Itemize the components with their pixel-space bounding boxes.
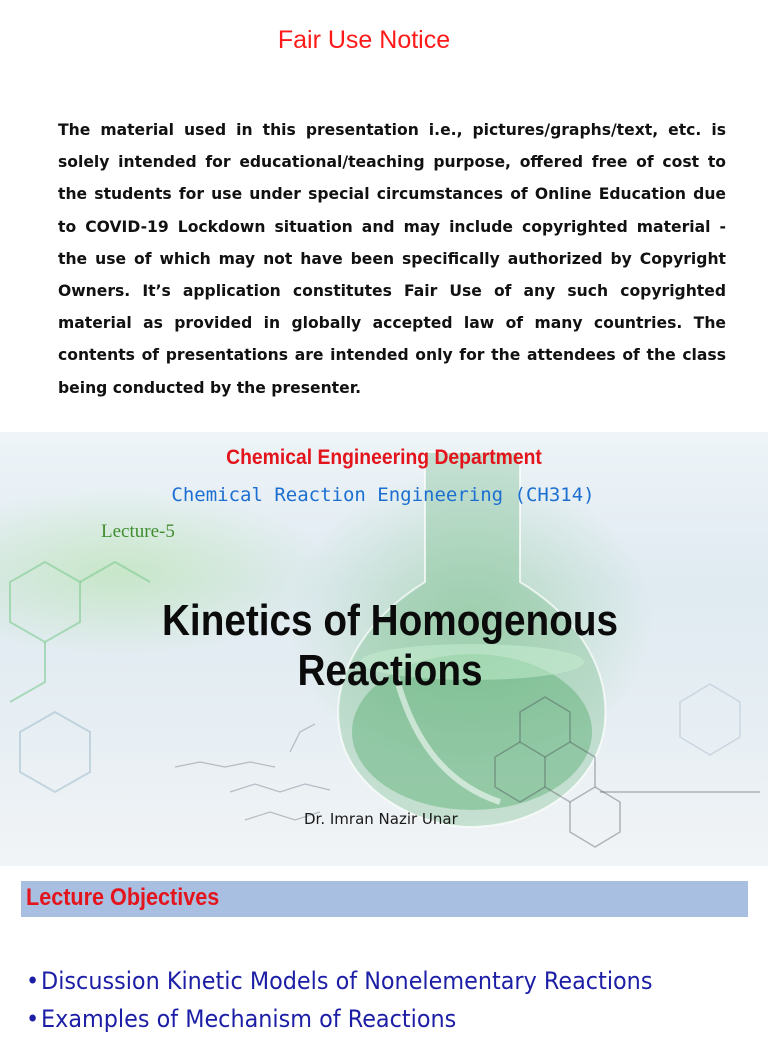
department-name: Chemical Engineering Department: [226, 446, 542, 469]
list-item-text: Discussion Kinetic Models of Nonelementary Reactions: [41, 967, 653, 995]
molecule-structure-left: [10, 562, 150, 792]
title-slide: [0, 432, 768, 866]
lecture-objectives-slide: [0, 866, 768, 1033]
lecture-title-line-1: Kinetics of Homogenous: [161, 596, 619, 645]
course-name: Chemical Reaction Engineering (CH314): [171, 484, 595, 506]
objectives-heading: Lecture Objectives: [26, 884, 220, 911]
bullet-icon: •: [26, 967, 40, 995]
objectives-list: [26, 962, 700, 1038]
list-item: [26, 1000, 652, 1038]
list-item-text: Examples of Mechanism of Reactions: [41, 1005, 457, 1033]
list-item: [26, 962, 652, 1000]
bullet-icon: •: [26, 1005, 40, 1033]
lecture-title: [144, 596, 637, 696]
notice-title: Fair Use Notice: [277, 26, 451, 54]
lecture-number: Lecture-5: [101, 521, 175, 542]
fair-use-notice-slide: [0, 0, 768, 432]
author-name: Dr. Imran Nazir Unar: [304, 810, 458, 828]
objectives-heading-bar: [21, 881, 748, 917]
lecture-title-line-2: Reactions: [297, 646, 483, 695]
notice-body: The material used in this presentation i.e., pictures/graphs/text, etc. is solely intended for educational/teaching purpose, offered free of cost to the students for use under special circumstances of Online Education due to COVID-19 Lockdown situation and may include copyrighted material - the use of which may not have been specifically authorized by Copyright Owners. It’s application constitutes Fair Use of any such copyrighted material as provided in globally accepted law of many countries. The contents of presentations are intended only for the attendees of the class being conducted by the presenter.: [58, 121, 726, 397]
formula-scribbles: [175, 724, 330, 820]
